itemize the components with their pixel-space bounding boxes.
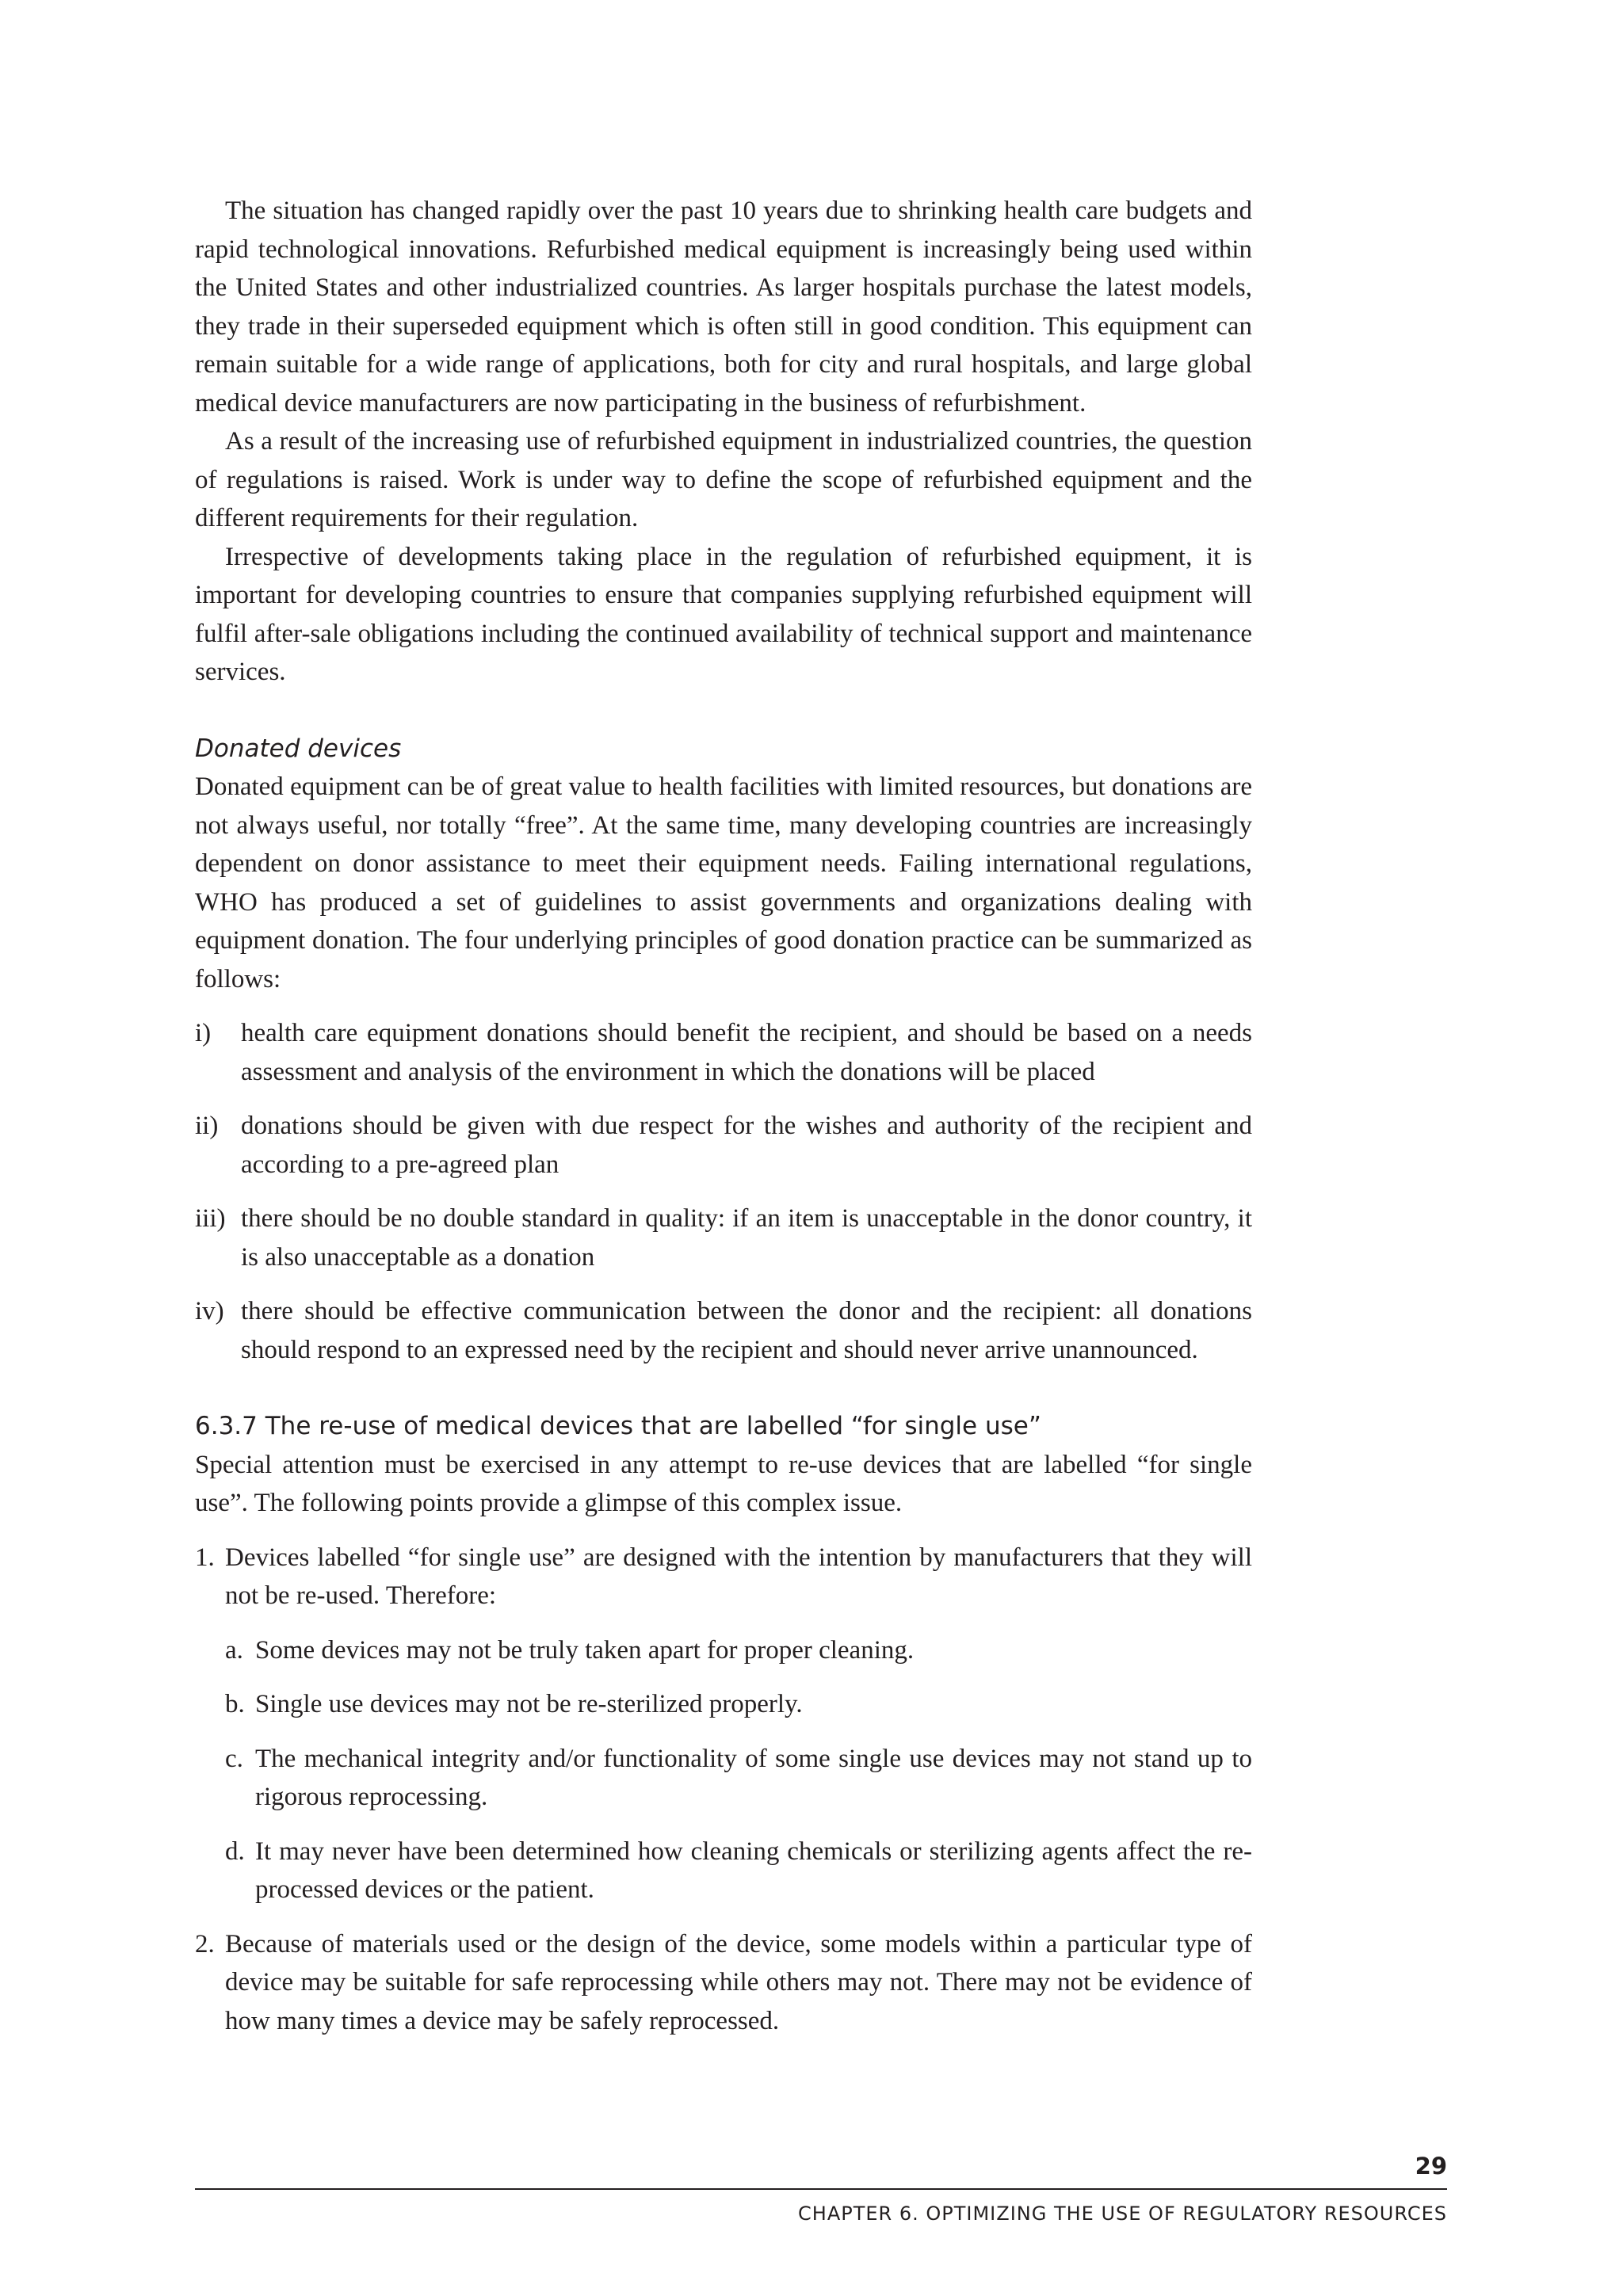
list-item — [195, 1107, 1252, 1184]
paragraph-refurbished-regulation: As a result of the increasing use of refurbished equipment in industrialized countries, the question of regulations is raised. Work is under way to define the scope of refurbished equipment and the different requirements for their regulation. — [195, 427, 1252, 532]
list-marker: 2. — [195, 1929, 215, 1958]
single-use-subpoints-list — [225, 1631, 1252, 1909]
list-marker: iv) — [195, 1297, 224, 1325]
list-item — [225, 1833, 1252, 1909]
list-item — [225, 1631, 1252, 1670]
donation-principles-list — [195, 1014, 1252, 1369]
page-number: 29 — [1415, 2153, 1447, 2180]
paragraph-refurbished-situation: The situation has changed rapidly over the past 10 years due to shrinking health care budgets and rapid technological innovations. Refurbished medical equipment is increasingly being used within the United States and other industrialized countries. As larger hospitals purchase the latest models, they trade in their superseded equipment which is often still in good condition. This equipment can remain suitable for a wide range of applications, both for city and rural hospitals, and large global medical device manufacturers are now participating in the business of refurbishment. — [195, 196, 1252, 418]
list-item-text: there should be no double standard in quality: if an item is unacceptable in the donor country, it is also unacceptable as a donation — [241, 1204, 1252, 1272]
list-marker: c. — [225, 1744, 243, 1773]
list-marker: d. — [225, 1836, 245, 1866]
list-item — [195, 1539, 1252, 1909]
list-marker: 1. — [195, 1543, 215, 1572]
list-item-text: The mechanical integrity and/or functionality of some single use devices may not stand up to rigorous reprocessing. — [255, 1744, 1252, 1811]
list-item-text: Single use devices may not be re-sterilized properly. — [255, 1690, 803, 1718]
list-item-text: donations should be given with due respect for the wishes and authority of the recipient and according to a pre-agreed plan — [241, 1112, 1252, 1179]
list-marker: iii) — [195, 1204, 226, 1233]
page-body — [195, 192, 1252, 2056]
list-item-text: It may never have been determined how cleaning chemicals or sterilizing agents affect the re-processed devices or the patient. — [255, 1836, 1252, 1904]
section-heading-6-3-7: 6.3.7 The re-use of medical devices that are labelled “for single use” — [195, 1412, 1041, 1440]
single-use-points-list — [195, 1539, 1252, 2041]
list-item-text: Some devices may not be truly taken apart for proper cleaning. — [255, 1635, 915, 1665]
list-item-text: Devices labelled “for single use” are designed with the intention by manufacturers that they will not be re-used. Therefore: — [225, 1543, 1252, 1610]
paragraph-single-use-intro: Special attention must be exercised in any attempt to re-use devices that are labelled “for single use”. The following points provide a glimpse of this complex issue. — [195, 1450, 1252, 1517]
list-item — [225, 1740, 1252, 1817]
list-item — [195, 1199, 1252, 1276]
list-marker: b. — [225, 1690, 245, 1718]
list-item — [195, 1014, 1252, 1091]
donated-devices-heading: Donated devices — [195, 734, 402, 763]
list-item-text: there should be effective communication between the donor and the recipient: all donations should respond to an expressed need by the recipient and should never arrive unannounced. — [241, 1297, 1252, 1364]
list-marker: i) — [195, 1019, 212, 1047]
list-item — [225, 1685, 1252, 1724]
paragraph-donated-devices: Donated equipment can be of great value to health facilities with limited resources, but donations are not always useful, nor totally “free”. At the same time, many developing countries are increasingly dependent on donor assistance to meet their equipment needs. Failing international regulations, WHO has produced a set of guidelines to assist governments and organizations dealing with equipment donation. The four underlying principles of good donation practice can be summarized as follows: — [195, 772, 1252, 994]
list-marker: ii) — [195, 1112, 219, 1140]
paragraph-refurbished-obligations: Irrespective of developments taking place in the regulation of refurbished equipment, it is important for developing countries to ensure that companies supplying refurbished equipment will fulfil after-sale obligations including the continued availability of technical support and maintenance services. — [195, 542, 1252, 686]
running-footer-chapter-title: CHAPTER 6. OPTIMIZING THE USE OF REGULATORY RESOURCES — [798, 2203, 1447, 2225]
footer-divider — [195, 2188, 1447, 2190]
list-item-text: health care equipment donations should benefit the recipient, and should be based on a needs assessment and analysis of the environment in which the donations will be placed — [241, 1019, 1252, 1086]
list-item — [195, 1925, 1252, 2041]
list-marker: a. — [225, 1635, 243, 1665]
list-item — [195, 1292, 1252, 1369]
list-item-text: Because of materials used or the design of the device, some models within a particular type of device may be suitable for safe reprocessing while others may not. There may not be evidence of how many times a device may be safely reprocessed. — [225, 1929, 1252, 2035]
